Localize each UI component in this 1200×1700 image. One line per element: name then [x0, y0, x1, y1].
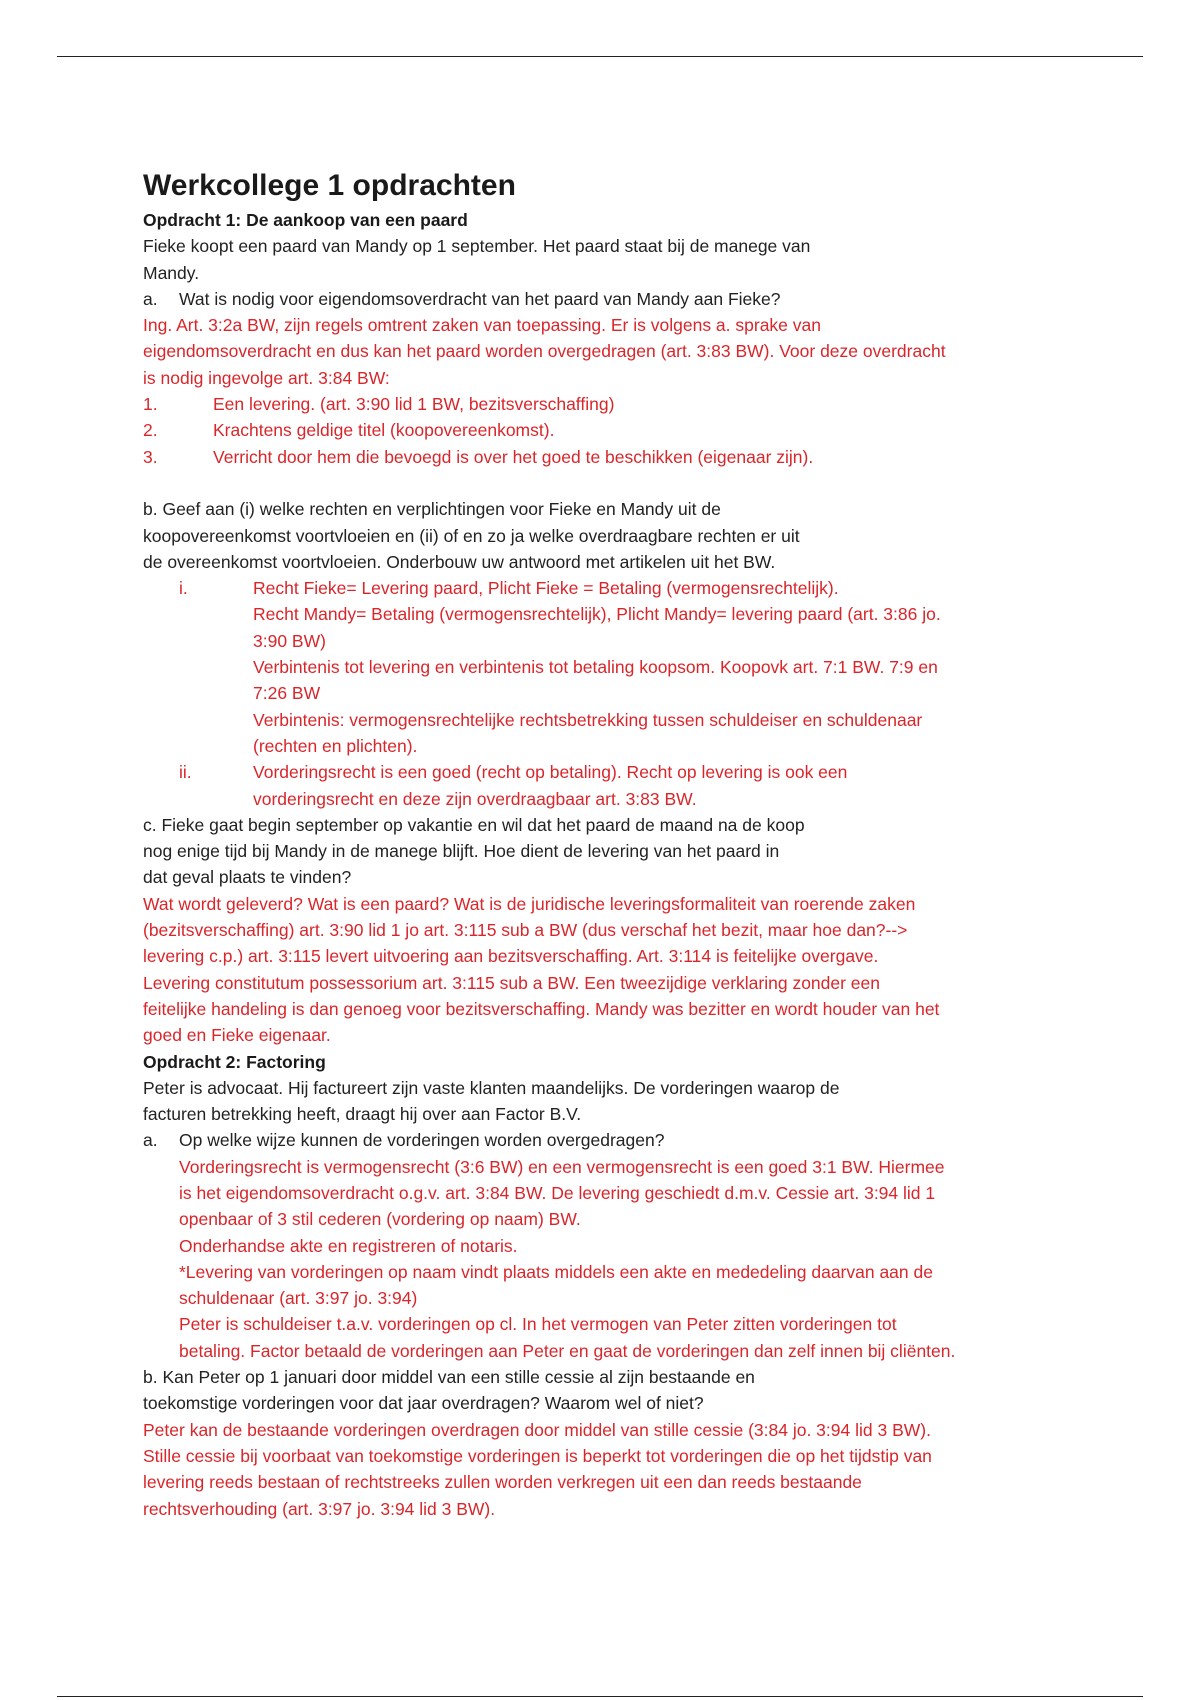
opdracht2-intro-line: facturen betrekking heeft, draagt hij over aan Factor B.V.: [143, 1104, 582, 1125]
list-number: 3.: [143, 446, 158, 467]
question-line: de overeenkomst voortvloeien. Onderbouw uw antwoord met artikelen uit het BW.: [143, 551, 776, 572]
top-rule: [57, 56, 1143, 57]
answer-line: levering c.p.) art. 3:115 levert uitvoering aan bezitsverschaffing. Art. 3:114 is feitelijke overgave.: [143, 946, 879, 967]
opdracht1-heading: Opdracht 1: De aankoop van een paard: [143, 210, 468, 230]
question-line: nog enige tijd bij Mandy in de manege blijft. Hoe dient de levering van het paard in: [143, 841, 780, 862]
answer-line: Vorderingsrecht is een goed (recht op betaling). Recht op levering is ook een: [253, 762, 848, 783]
answer-line: Ing. Art. 3:2a BW, zijn regels omtrent zaken van toepassing. Er is volgens a. sprake van: [143, 315, 821, 336]
roman-marker: i.: [179, 578, 188, 599]
answer-line: is het eigendomsoverdracht o.g.v. art. 3:84 BW. De levering geschiedt d.m.v. Cessie art. 3:94 lid 1: [179, 1182, 936, 1203]
question-line: b. Geef aan (i) welke rechten en verplichtingen voor Fieke en Mandy uit de: [143, 499, 721, 520]
list-text: Verricht door hem die bevoegd is over het goed te beschikken (eigenaar zijn).: [213, 446, 814, 467]
spacer: [143, 470, 1073, 496]
answer-line: Recht Fieke= Levering paard, Plicht Fieke = Betaling (vermogensrechtelijk).: [253, 578, 839, 599]
answer-line: is nodig ingevolge art. 3:84 BW:: [143, 367, 390, 388]
opdracht2-intro-line: Peter is advocaat. Hij factureert zijn vaste klanten maandelijks. De vorderingen waarop de: [143, 1077, 840, 1098]
list-item: [143, 391, 1073, 417]
answer-line: Verbintenis tot levering en verbintenis tot betaling koopsom. Koopovk art. 7:1 BW. 7:9 en: [253, 657, 938, 678]
answer-line: rechtsverhouding (art. 3:97 jo. 3:94 lid 3 BW).: [143, 1498, 496, 1519]
answer-line: feitelijke handeling is dan genoeg voor bezitsverschaffing. Mandy was bezitter en wordt houder van het: [143, 998, 940, 1019]
opdracht2-question-a: [143, 1127, 1073, 1153]
answer-line: Peter kan de bestaande vorderingen overdragen door middel van stille cessie (3:84 jo. 3:94 lid 3 BW).: [143, 1419, 931, 1440]
roman-item-i: [143, 575, 1073, 601]
question-line: koopovereenkomst voortvloeien en (ii) of en zo ja welke overdraagbare rechten er uit: [143, 525, 800, 546]
answer-line: eigendomsoverdracht en dus kan het paard worden overgedragen (art. 3:83 BW). Voor deze overdracht: [143, 341, 946, 362]
list-item: [143, 417, 1073, 443]
question-text: Wat is nodig voor eigendomsoverdracht van het paard van Mandy aan Fieke?: [179, 288, 781, 309]
document-body: [143, 166, 1073, 1522]
answer-line: Levering constitutum possessorium art. 3:115 sub a BW. Een tweezijdige verklaring zonder een: [143, 972, 881, 993]
question-line: dat geval plaats te vinden?: [143, 867, 352, 888]
list-text: Een levering. (art. 3:90 lid 1 BW, bezitsverschaffing): [213, 394, 615, 415]
answer-line: Stille cessie bij voorbaat van toekomstige vorderingen is beperkt tot vorderingen die op het tijdstip van: [143, 1445, 932, 1466]
list-item: [143, 444, 1073, 470]
answer-line: Recht Mandy= Betaling (vermogensrechtelijk), Plicht Mandy= levering paard (art. 3:86 jo.: [253, 604, 941, 625]
bottom-rule: [57, 1696, 1143, 1697]
question-line: b. Kan Peter op 1 januari door middel van een stille cessie al zijn bestaande en: [143, 1367, 755, 1388]
answer-line: betaling. Factor betaald de vorderingen aan Peter en gaat de vorderingen dan zelf innen bij cliënten.: [179, 1340, 956, 1361]
answer-line: (bezitsverschaffing) art. 3:90 lid 1 jo art. 3:115 sub a BW (dus verschaf het bezit, maar hoe dan?-->: [143, 920, 908, 941]
answer-line: Vorderingsrecht is vermogensrecht (3:6 BW) en een vermogensrecht is een goed 3:1 BW. Hiermee: [179, 1156, 945, 1177]
opdracht2-heading: Opdracht 2: Factoring: [143, 1051, 326, 1072]
answer-line: Verbintenis: vermogensrechtelijke rechtsbetrekking tussen schuldeiser en schuldenaar: [253, 709, 923, 730]
answer-line: Onderhandse akte en registreren of notaris.: [179, 1235, 518, 1256]
answer-line: goed en Fieke eigenaar.: [143, 1025, 331, 1046]
question-text: Op welke wijze kunnen de vorderingen worden overgedragen?: [179, 1130, 665, 1151]
answer-line: *Levering van vorderingen op naam vindt plaats middels een akte en mededeling daarvan aan de: [179, 1261, 933, 1282]
answer-line: Peter is schuldeiser t.a.v. vorderingen op cl. In het vermogen van Peter zitten vorderingen tot: [179, 1314, 897, 1335]
answer-line: 3:90 BW): [253, 630, 326, 651]
opdracht1-intro-line: Mandy.: [143, 262, 200, 283]
list-number: 1.: [143, 394, 158, 415]
question-line: c. Fieke gaat begin september op vakantie en wil dat het paard de maand na de koop: [143, 814, 805, 835]
opdracht1-question-a: [143, 286, 1073, 312]
answer-line: openbaar of 3 stil cederen (vordering op naam) BW.: [179, 1209, 581, 1230]
question-marker: a.: [143, 288, 158, 309]
answer-line: Wat wordt geleverd? Wat is een paard? Wat is de juridische leveringsformaliteit van roerende zaken: [143, 893, 916, 914]
list-text: Krachtens geldige titel (koopovereenkomst).: [213, 420, 555, 441]
question-line: toekomstige vorderingen voor dat jaar overdragen? Waarom wel of niet?: [143, 1393, 704, 1414]
question-marker: a.: [143, 1130, 158, 1151]
list-number: 2.: [143, 420, 158, 441]
roman-marker: ii.: [179, 762, 192, 783]
page-title: Werkcollege 1 opdrachten: [143, 169, 516, 202]
answer-line: vorderingsrecht en deze zijn overdraagbaar art. 3:83 BW.: [253, 788, 697, 809]
answer-line: (rechten en plichten).: [253, 735, 418, 756]
answer-line: 7:26 BW: [253, 683, 321, 704]
answer-line: levering reeds bestaan of rechtstreeks zullen worden verkregen uit een dan reeds bestaande: [143, 1472, 862, 1493]
answer-line: schuldenaar (art. 3:97 jo. 3:94): [179, 1288, 418, 1309]
opdracht1-intro-line: Fieke koopt een paard van Mandy op 1 september. Het paard staat bij de manege van: [143, 236, 811, 257]
roman-item-ii: [143, 759, 1073, 785]
